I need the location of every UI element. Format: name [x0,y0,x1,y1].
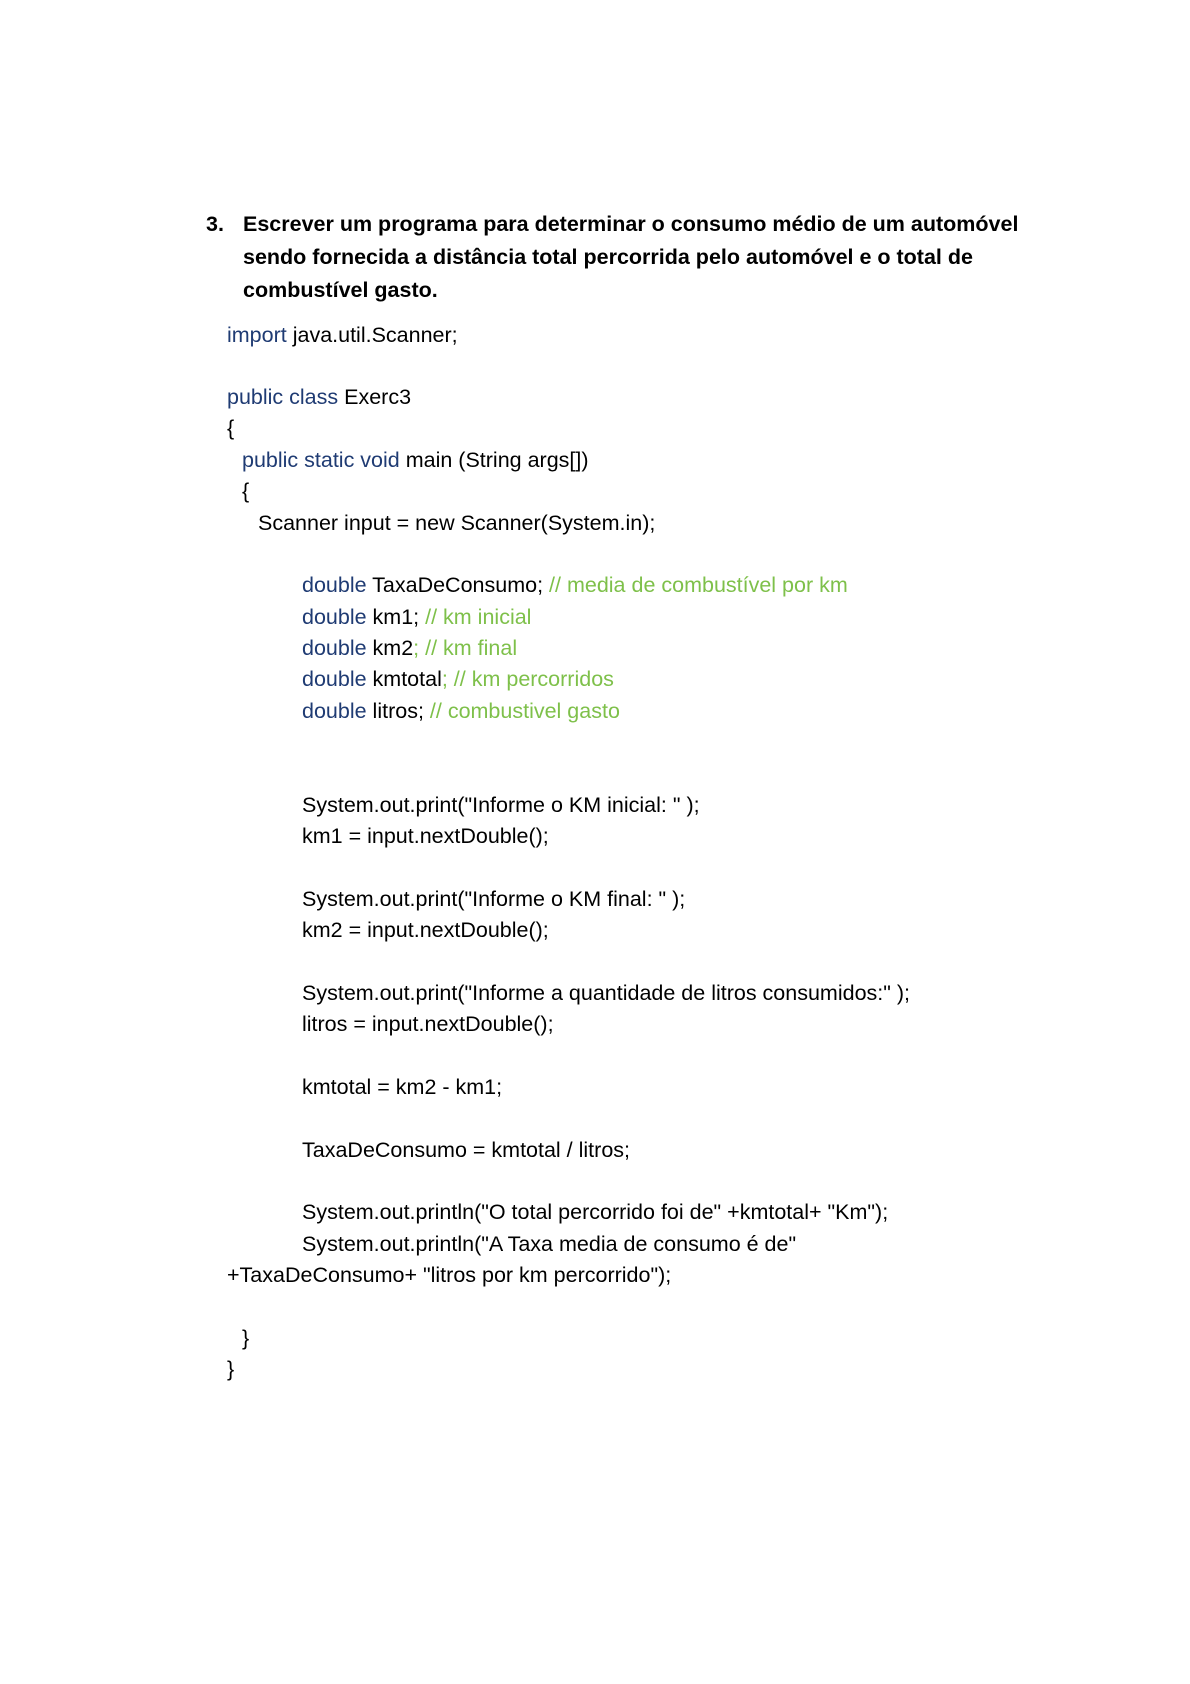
decl-type: double [302,573,367,597]
decl-comment: ; // km final [413,636,518,660]
println-taxa-start: System.out.println("A Taxa media de consumo é de" [302,1232,797,1256]
print-km-final: System.out.print("Informe o KM final: " ); [302,887,686,911]
main-open-brace: { [242,479,250,503]
read-litros: litros = input.nextDouble(); [302,1012,554,1036]
read-km2: km2 = input.nextDouble(); [302,918,549,942]
decl-comment: ; // km percorridos [441,667,614,691]
decl-type: double [302,605,367,629]
decl-comment: // km inicial [419,605,532,629]
import-keyword: import [227,323,287,347]
import-path: java.util.Scanner; [286,323,458,347]
print-litros: System.out.print("Informe a quantidade de litros consumidos:" ); [302,981,910,1005]
class-open-brace: { [227,416,235,440]
exercise-number: 3. [206,212,224,236]
main-signature: main (String args[]) [399,448,589,472]
class-name: Exerc3 [338,385,412,409]
decl-line [302,603,531,631]
decl-line [302,697,620,725]
import-line [227,321,458,349]
decl-line [302,571,848,599]
main-close-brace: } [242,1326,250,1350]
decl-name: litros; [366,699,424,723]
class-keywords: public class [227,385,339,409]
exercise-text: Escrever um programa para determinar o consumo médio de um automóvel sendo fornecida a distância total percorrida pelo automóvel e o total de combustível gasto. [243,212,1019,302]
decl-type: double [302,636,367,660]
calc-taxa: TaxaDeConsumo = kmtotal / litros; [302,1138,631,1162]
decl-line [302,665,614,693]
println-taxa-end: +TaxaDeConsumo+ "litros por km percorrido"); [227,1263,672,1287]
decl-comment: // combustivel gasto [423,699,620,723]
scanner-line: Scanner input = new Scanner(System.in); [258,511,656,535]
decl-line [302,634,517,662]
read-km1: km1 = input.nextDouble(); [302,824,549,848]
print-km-inicial: System.out.print("Informe o KM inicial: " ); [302,793,700,817]
class-declaration [227,383,411,411]
decl-name: kmtotal [366,667,442,691]
decl-comment: // media de combustível por km [543,573,848,597]
class-close-brace: } [227,1357,235,1381]
main-keywords: public static void [242,448,400,472]
calc-kmtotal: kmtotal = km2 - km1; [302,1075,503,1099]
decl-name: TaxaDeConsumo; [366,573,544,597]
println-total: System.out.println("O total percorrido foi de" +kmtotal+ "Km"); [302,1200,889,1224]
decl-type: double [302,667,367,691]
main-declaration [242,446,589,474]
decl-type: double [302,699,367,723]
decl-name: km2 [366,636,414,660]
decl-name: km1; [366,605,420,629]
